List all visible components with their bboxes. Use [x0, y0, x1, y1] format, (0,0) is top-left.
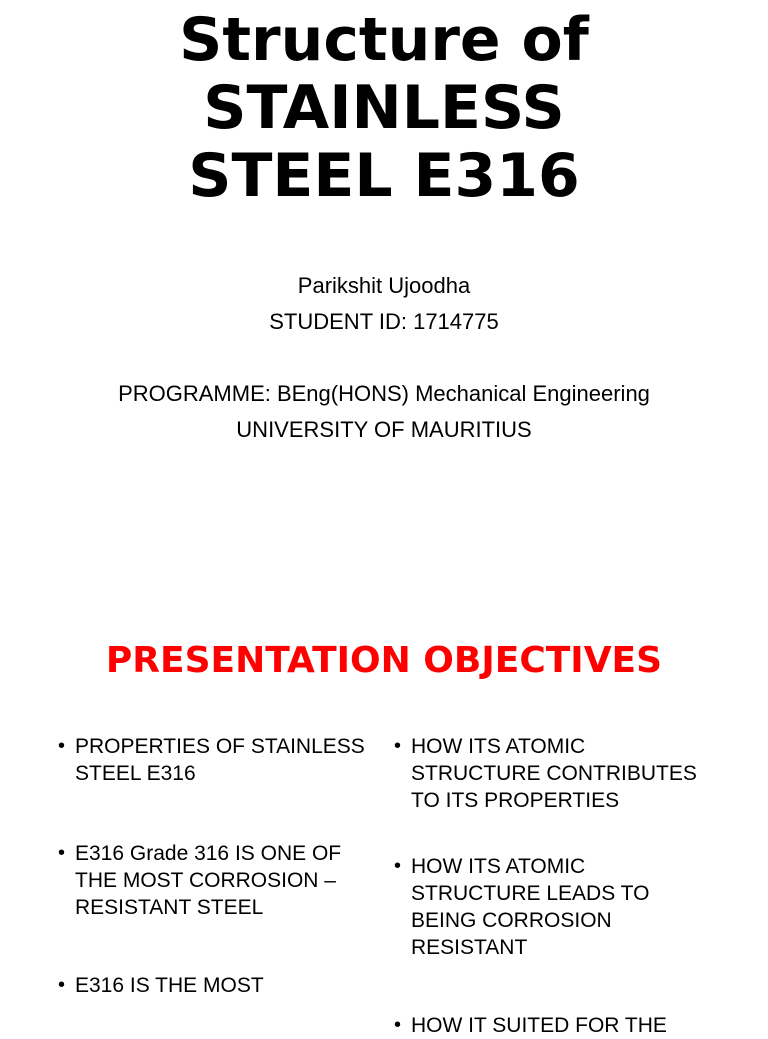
bullet-item: • E316 Grade 316 IS ONE OF THE MOST CORROSION – RESISTANT STEEL: [58, 840, 368, 921]
subtitle-block: [0, 268, 768, 448]
title-line-1: Structure of: [179, 5, 589, 75]
right-bullet-column: [394, 733, 704, 1039]
bullet-item: • HOW ITS ATOMIC STRUCTURE CONTRIBUTES TO ITS PROPERTIES: [394, 733, 704, 814]
student-id: STUDENT ID: 1714775: [269, 309, 499, 334]
slide-title: [0, 6, 768, 210]
bullet-item: • E316 IS THE MOST: [58, 972, 368, 999]
bullet-item: • HOW ITS ATOMIC STRUCTURE LEADS TO BEING CORROSION RESISTANT: [394, 853, 704, 961]
university: UNIVERSITY OF MAURITIUS: [236, 417, 532, 442]
spacer: [0, 340, 768, 376]
programme: PROGRAMME: BEng(HONS) Mechanical Engineering: [118, 381, 650, 406]
bullet-item: • HOW IT SUITED FOR THE: [394, 1012, 704, 1039]
title-line-3: STEEL E316: [188, 141, 580, 211]
left-bullet-column: [58, 733, 368, 999]
bullet-item: • PROPERTIES OF STAINLESS STEEL E316: [58, 733, 368, 787]
title-line-2: STAINLESS: [203, 73, 565, 143]
objectives-title: PRESENTATION OBJECTIVES: [105, 640, 663, 681]
author-name: Parikshit Ujoodha: [297, 273, 471, 298]
objectives-slide: [0, 600, 768, 1037]
